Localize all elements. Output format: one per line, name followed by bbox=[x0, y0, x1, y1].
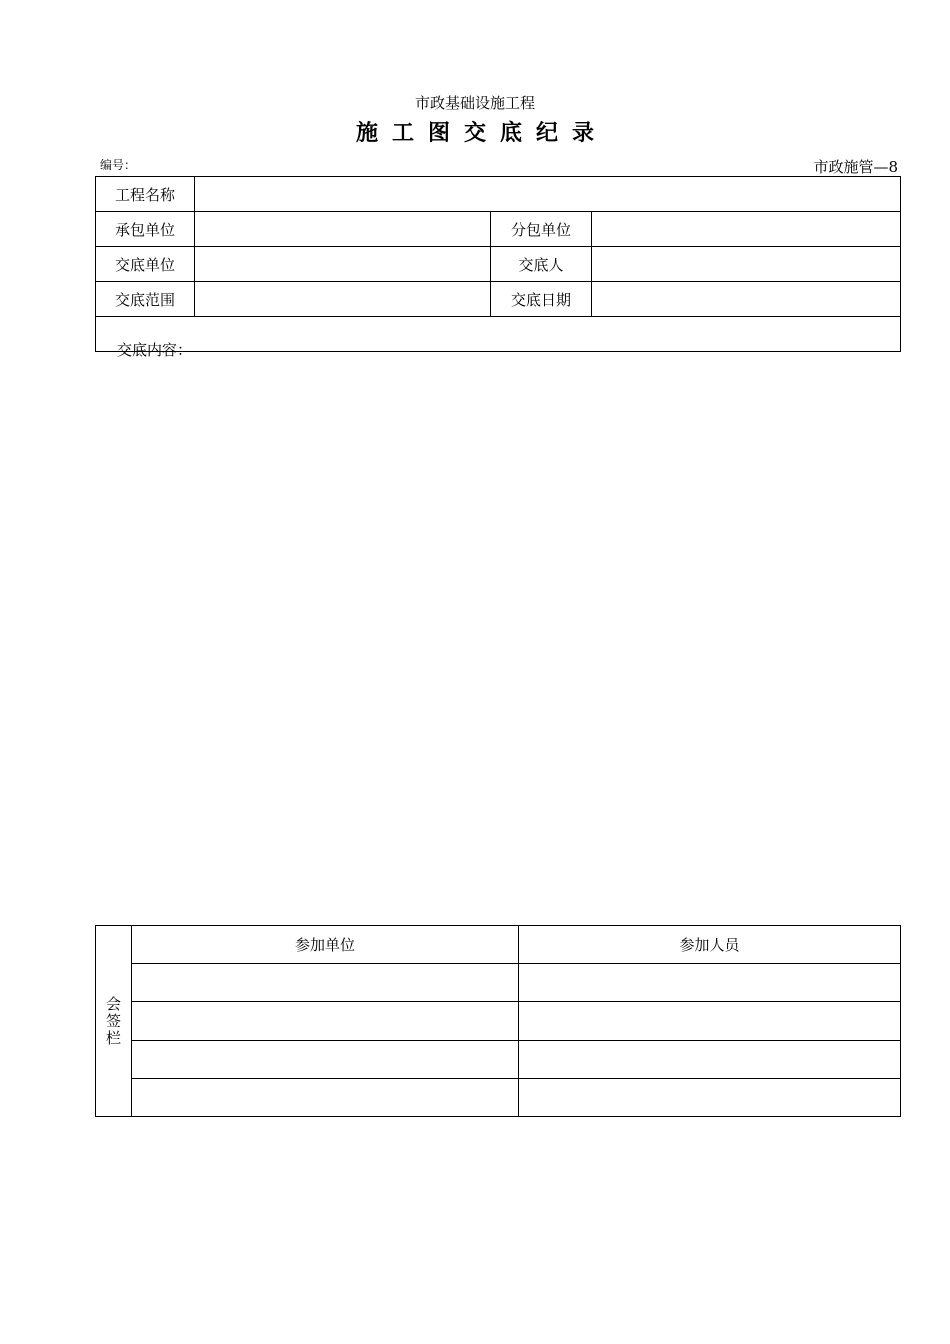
participants-header: 参加人员 bbox=[519, 926, 901, 964]
participants-field[interactable] bbox=[519, 1002, 901, 1040]
info-table bbox=[95, 176, 901, 359]
briefing-unit-label: 交底单位 bbox=[96, 247, 195, 282]
participating-unit-header: 参加单位 bbox=[132, 926, 519, 964]
signoff-row bbox=[96, 964, 901, 1002]
project-name-label: 工程名称 bbox=[96, 177, 195, 212]
signoff-side-char: 签 bbox=[105, 1011, 121, 1030]
signoff-table bbox=[95, 925, 901, 1117]
serial-number-label: 编号： bbox=[100, 158, 137, 172]
participating-unit-field[interactable] bbox=[132, 1078, 519, 1116]
briefer-label: 交底人 bbox=[491, 247, 592, 282]
briefer-field[interactable] bbox=[592, 247, 901, 282]
scope-field[interactable] bbox=[195, 282, 491, 317]
row-project-name bbox=[96, 177, 901, 212]
signoff-row bbox=[96, 1040, 901, 1078]
participants-field[interactable] bbox=[519, 964, 901, 1002]
signoff-row bbox=[96, 1078, 901, 1116]
participating-unit-field[interactable] bbox=[132, 1002, 519, 1040]
signoff-header-row bbox=[96, 926, 901, 964]
signoff-side-char: 会 bbox=[105, 994, 121, 1013]
row-content bbox=[96, 317, 901, 352]
contractor-field[interactable] bbox=[195, 212, 491, 247]
row-briefing-unit bbox=[96, 247, 901, 282]
signoff-side-char: 栏 bbox=[105, 1028, 121, 1047]
participating-unit-field[interactable] bbox=[132, 964, 519, 1002]
participants-field[interactable] bbox=[519, 1040, 901, 1078]
scope-label: 交底范围 bbox=[96, 282, 195, 317]
signoff-row bbox=[96, 1002, 901, 1040]
signoff-side-label bbox=[96, 926, 132, 1117]
participating-unit-field[interactable] bbox=[132, 1040, 519, 1078]
participants-field[interactable] bbox=[519, 1078, 901, 1116]
subcontractor-field[interactable] bbox=[592, 212, 901, 247]
form-subtitle: 市政基础设施工程 bbox=[414, 94, 535, 112]
row-contractor bbox=[96, 212, 901, 247]
briefing-unit-field[interactable] bbox=[195, 247, 491, 282]
date-field[interactable] bbox=[592, 282, 901, 317]
content-area[interactable] bbox=[96, 317, 901, 359]
content-label: 交底内容： bbox=[117, 341, 193, 359]
contractor-label: 承包单位 bbox=[96, 212, 195, 247]
form-code: 市政施管—8 bbox=[813, 158, 898, 176]
form-title: 施工图交底纪录 bbox=[355, 120, 608, 146]
subcontractor-label: 分包单位 bbox=[491, 212, 592, 247]
date-label: 交底日期 bbox=[491, 282, 592, 317]
project-name-field[interactable] bbox=[195, 177, 901, 212]
row-scope bbox=[96, 282, 901, 317]
